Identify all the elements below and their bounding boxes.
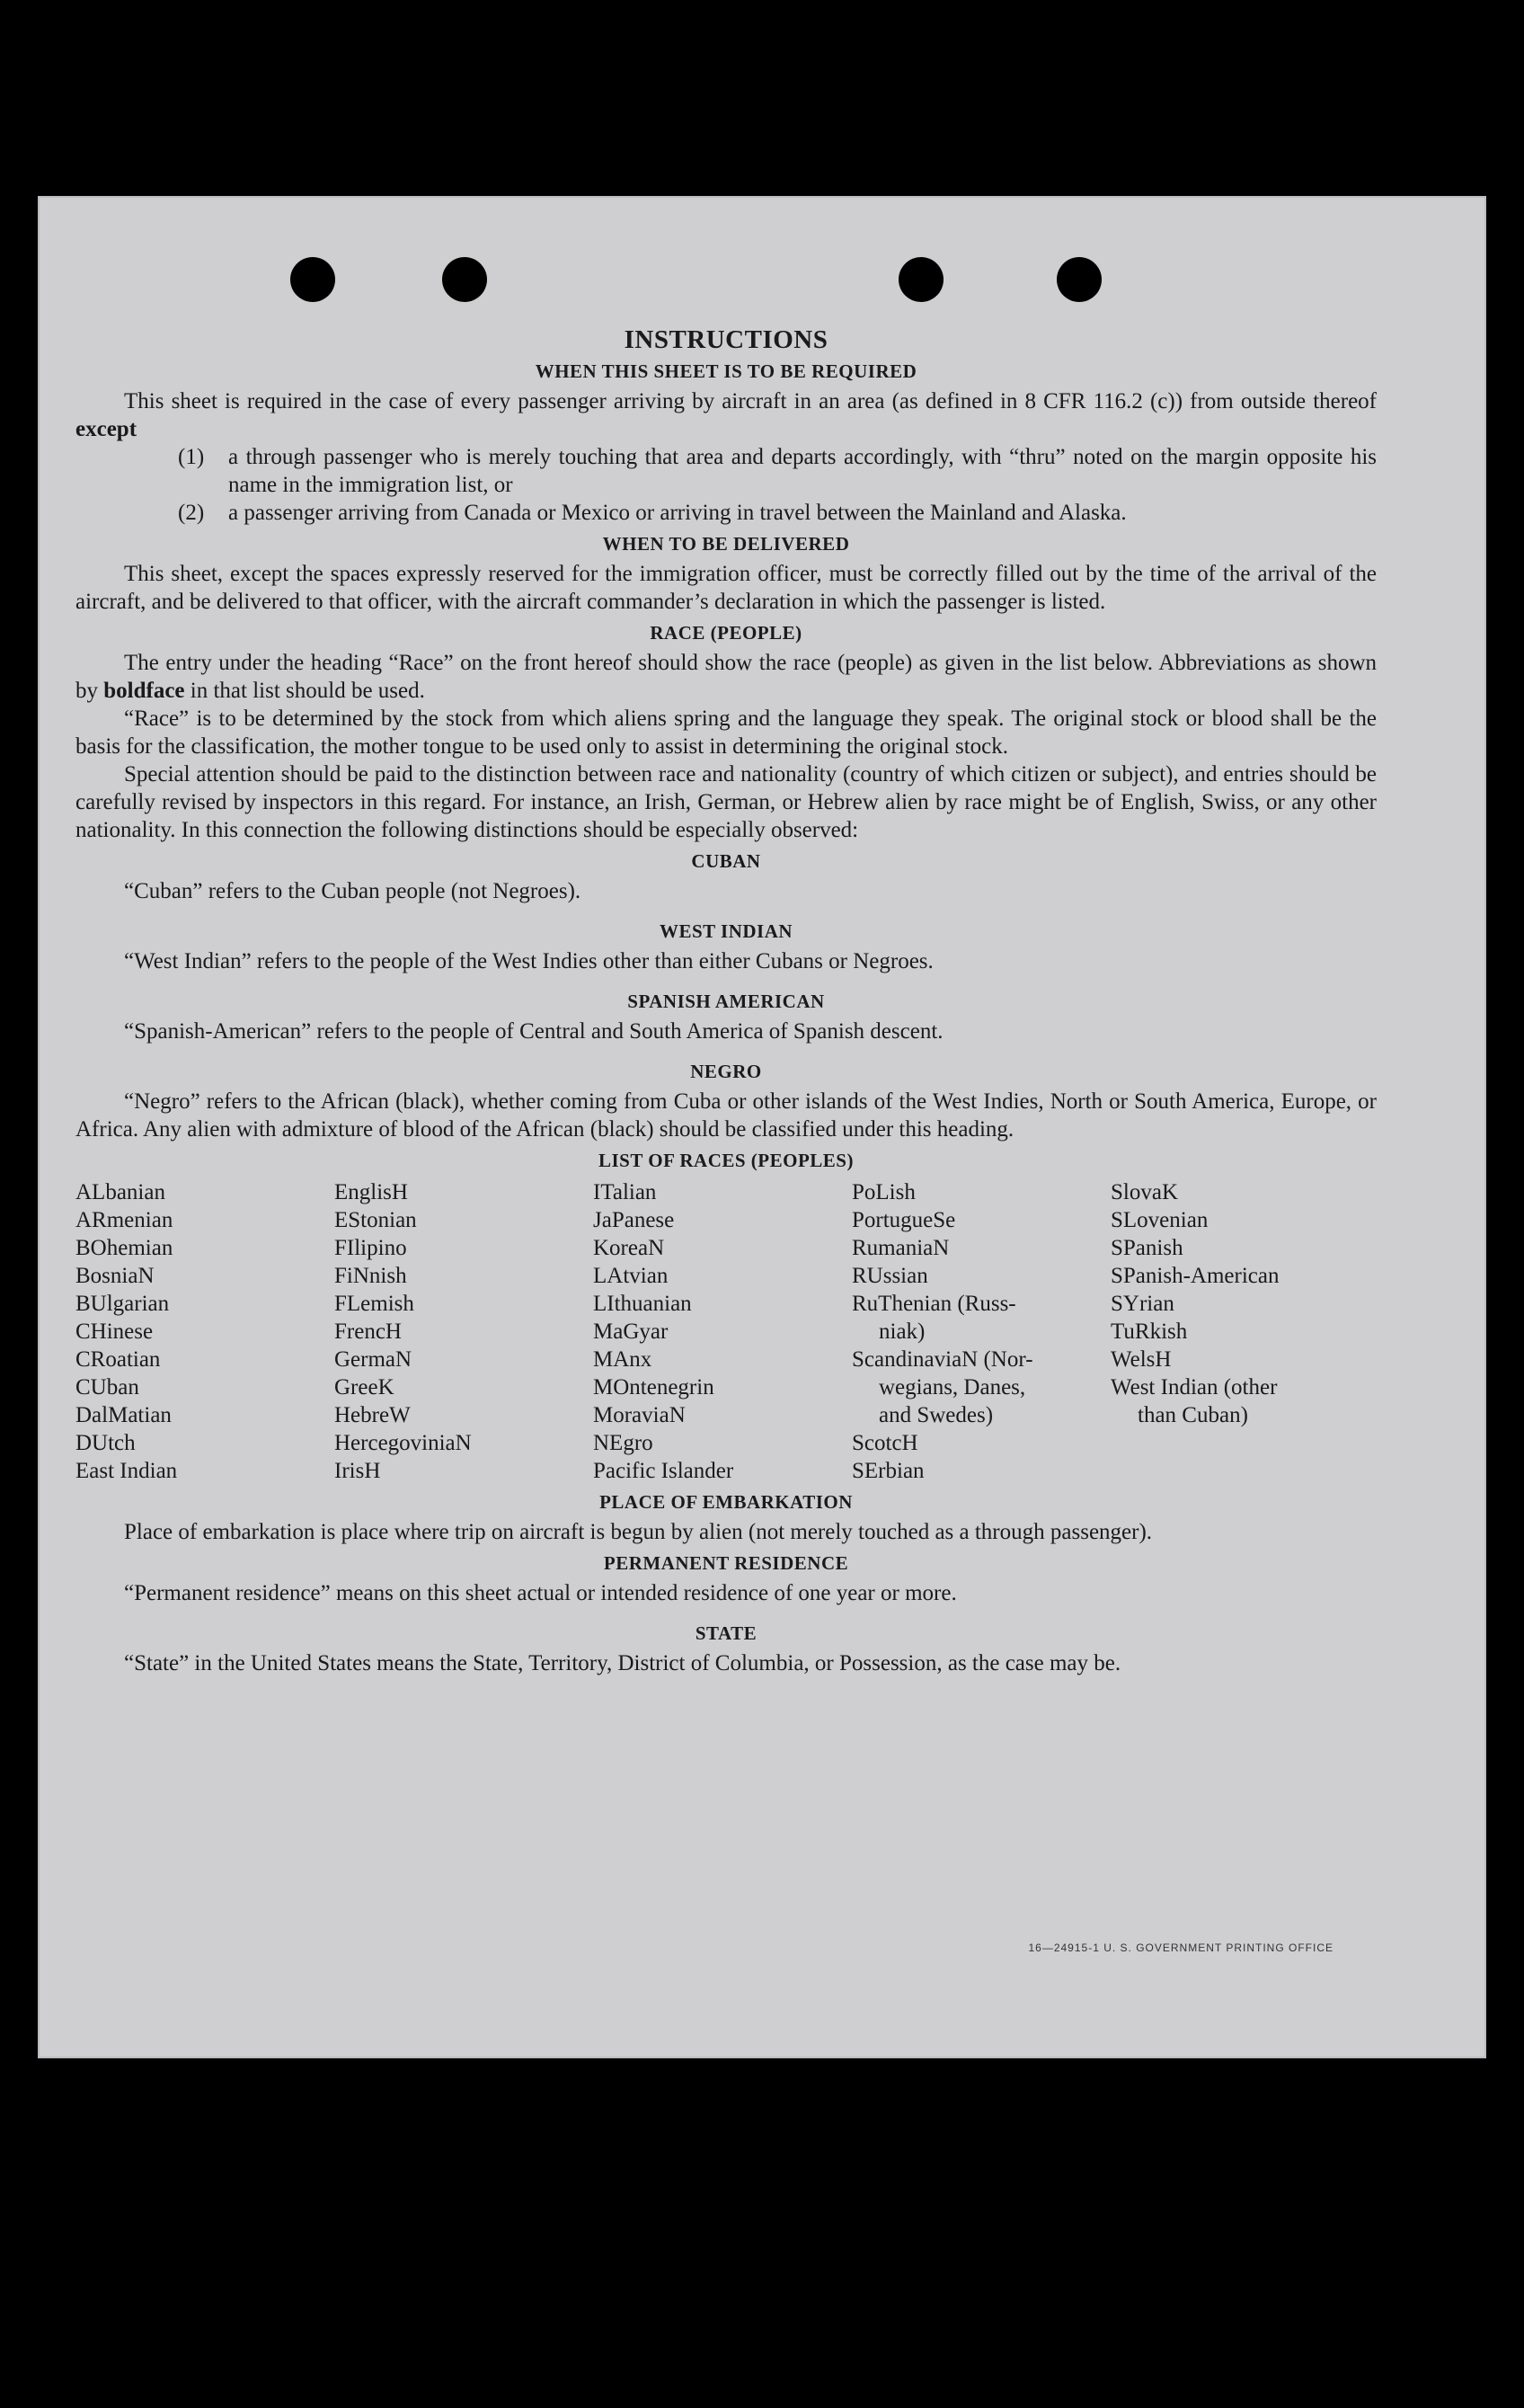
races-column-4 [852, 1178, 1111, 1485]
race-entry: HebreW [334, 1403, 411, 1427]
race-entry: EnglisH [334, 1180, 408, 1204]
required-item [178, 499, 1377, 527]
race-entry: Pacific Islander [593, 1459, 734, 1483]
instruction-sheet [38, 196, 1486, 2058]
race-entry: LIthuanian [593, 1292, 692, 1316]
required-intro-text: This sheet is required in the case of every passenger arriving by aircraft in an area (as defined in 8 CFR 116.2 (c)) from outside thereof [124, 389, 1377, 413]
residence-text: “Permanent residence” means on this sheet actual or intended residence of one year or more. [124, 1581, 957, 1605]
required-intro-except: except [75, 417, 137, 441]
heading-list-of-races: LIST OF RACES (PEOPLES) [598, 1150, 854, 1171]
west-indian-text: “West Indian” refers to the people of the West Indies other than either Cubans or Negroes. [124, 949, 934, 973]
race-entry: CRoatian [75, 1347, 161, 1372]
page-title: INSTRUCTIONS [624, 325, 828, 354]
race-entry: MAnx [593, 1347, 652, 1372]
race-entry: GreeK [334, 1375, 394, 1399]
heading-race: RACE (PEOPLE) [650, 622, 802, 644]
race-entry: PoLish [852, 1180, 916, 1204]
race-entry: CUban [75, 1375, 139, 1399]
race-entry: BOhemian [75, 1236, 173, 1260]
races-column-2 [334, 1178, 593, 1485]
races-list [75, 1178, 1377, 1485]
race-entry: CHinese [75, 1320, 154, 1344]
race-entry: DalMatian [75, 1403, 172, 1427]
race-entry: MaGyar [593, 1320, 669, 1344]
race-paragraph-1 [75, 649, 1377, 705]
negro-text: “Negro” refers to the African (black), whether coming from Cuba or other islands of the West Indies, North or South America, Europe, or Africa. Any alien with admixture of blood of the African (black) should be classified under this heading. [75, 1089, 1377, 1142]
race-entry: TuRkish [1111, 1320, 1188, 1344]
race-entry: FLemish [334, 1292, 414, 1316]
heading-residence: PERMANENT RESIDENCE [603, 1552, 849, 1574]
races-column-1 [75, 1178, 334, 1485]
item-number: (2) [178, 501, 205, 525]
race-entry: RuThenian (Russ- [852, 1292, 1016, 1316]
race-entry: EStonian [334, 1208, 417, 1232]
race-entry: MoraviaN [593, 1403, 686, 1427]
race-entry: HercegoviniaN [334, 1431, 472, 1455]
race-paragraph-3: Special attention should be paid to the distinction between race and nationality (country of which citizen or subject), and entries should be carefully revised by inspectors in this regard. For instance, an Irish, German, or Hebrew alien by race might be of English, Swiss, or any other nationality. In this connection the following distinctions should be especially observed: [75, 762, 1377, 842]
race-entry: PortugueSe [852, 1208, 956, 1232]
heading-when-delivered: WHEN TO BE DELIVERED [602, 533, 850, 555]
delivered-text: This sheet, except the spaces expressly reserved for the immigration officer, must be correctly filled out by the time of the arrival of the aircraft, and be delivered to that officer, with the aircraft commander’s declaration in which the passenger is listed. [75, 562, 1377, 614]
race-entry: JaPanese [593, 1208, 675, 1232]
race-entry: BUlgarian [75, 1292, 170, 1316]
race-entry: ARmenian [75, 1208, 173, 1232]
spanish-american-text: “Spanish-American” refers to the people of Central and South America of Spanish descent. [124, 1019, 944, 1044]
cuban-text: “Cuban” refers to the Cuban people (not Negroes). [124, 879, 581, 903]
race-entry: and Swedes) [879, 1403, 994, 1427]
race-entry: SPanish [1111, 1236, 1183, 1260]
race-entry: FIlipino [334, 1236, 407, 1260]
race-entry: LAtvian [593, 1264, 669, 1288]
race-entry: NEgro [593, 1431, 653, 1455]
punch-hole [442, 257, 487, 302]
race-entry: MOntenegrin [593, 1375, 714, 1399]
race-entry: ITalian [593, 1180, 657, 1204]
race-entry: than Cuban) [1138, 1403, 1248, 1427]
heading-state: STATE [695, 1622, 758, 1644]
race-entry: wegians, Danes, [879, 1375, 1026, 1399]
race-entry: BosniaN [75, 1264, 155, 1288]
sheet-content [75, 326, 1377, 1677]
race-entry: ScandinaviaN (Nor- [852, 1347, 1033, 1372]
item-text: a passenger arriving from Canada or Mexico or arriving in travel between the Mainland and Alaska. [228, 501, 1127, 525]
race-entry: KoreaN [593, 1236, 665, 1260]
embarkation-text: Place of embarkation is place where trip on aircraft is begun by alien (not merely touched as a through passenger). [124, 1520, 1153, 1544]
race-entry: ScotcH [852, 1431, 918, 1455]
race-p1-boldface: boldface [103, 679, 185, 703]
race-entry: niak) [879, 1320, 926, 1344]
required-item [178, 443, 1377, 499]
race-entry: WelsH [1111, 1347, 1172, 1372]
race-p1-text-end: in that list should be used. [184, 679, 425, 703]
race-entry: SPanish-American [1111, 1264, 1280, 1288]
races-column-3 [593, 1178, 852, 1485]
race-p1-text: The entry under the heading “Race” on the front hereof should show the race (people) as given in the list below. Abbreviations as shown by [75, 651, 1377, 703]
race-entry: IrisH [334, 1459, 381, 1483]
race-entry: East Indian [75, 1459, 178, 1483]
race-entry: FiNnish [334, 1264, 407, 1288]
heading-negro: NEGRO [690, 1061, 762, 1082]
race-entry: SLovenian [1111, 1208, 1209, 1232]
race-entry: RumaniaN [852, 1236, 950, 1260]
required-intro [75, 387, 1377, 443]
item-text: a through passenger who is merely touching that area and departs accordingly, with “thru” noted on the margin opposite his name in the immigration list, or [228, 445, 1377, 497]
race-entry: West Indian (other [1111, 1375, 1278, 1399]
heading-spanish-american: SPANISH AMERICAN [627, 991, 825, 1012]
race-entry: FrencH [334, 1320, 402, 1344]
state-text: “State” in the United States means the State, Territory, District of Columbia, or Possession, as the case may be. [124, 1651, 1121, 1675]
race-entry: SlovaK [1111, 1180, 1178, 1204]
heading-embarkation: PLACE OF EMBARKATION [599, 1491, 853, 1513]
heading-cuban: CUBAN [691, 850, 761, 872]
races-column-5 [1111, 1178, 1377, 1485]
heading-when-required: WHEN THIS SHEET IS TO BE REQUIRED [535, 360, 917, 382]
punch-hole [290, 257, 335, 302]
race-entry: SErbian [852, 1459, 925, 1483]
race-paragraph-2: “Race” is to be determined by the stock from which aliens spring and the language they speak. The original stock or blood shall be the basis for the classification, the mother tongue to be used only to assist in determining the original stock. [75, 706, 1377, 759]
race-entry: RUssian [852, 1264, 928, 1288]
punch-hole [1057, 257, 1102, 302]
heading-west-indian: WEST INDIAN [659, 920, 793, 942]
race-entry: DUtch [75, 1431, 136, 1455]
race-entry: SYrian [1111, 1292, 1174, 1316]
race-entry: GermaN [334, 1347, 412, 1372]
item-number: (1) [178, 445, 205, 469]
printing-office-code: 16—24915-1 U. S. GOVERNMENT PRINTING OFFICE [1028, 1942, 1334, 1954]
punch-hole [899, 257, 944, 302]
race-entry: ALbanian [75, 1180, 165, 1204]
